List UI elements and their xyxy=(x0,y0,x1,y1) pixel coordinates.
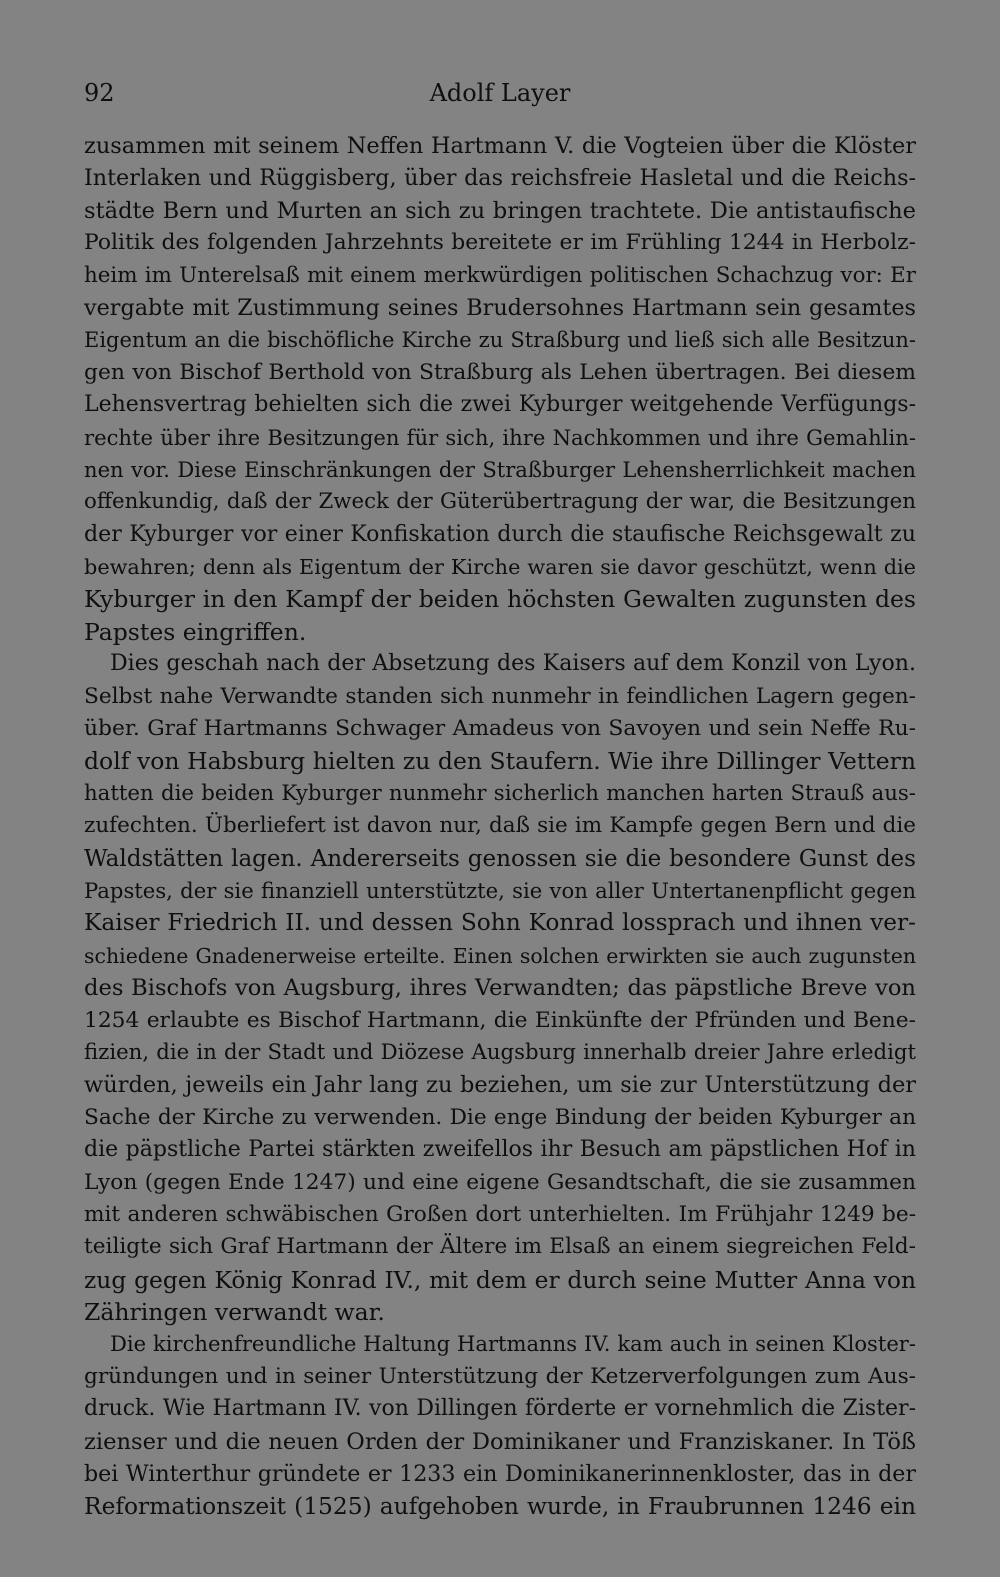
paragraph xyxy=(84,648,916,1328)
text-line: druck. Wie Hartmann IV. von Dillingen förderte er vornehmlich die Zister- xyxy=(84,1396,916,1422)
text-line: nen vor. Diese Einschränkungen der Straßburger Lehensherrlichkeit machen xyxy=(84,456,916,482)
text-line: dolf von Habsburg hielten zu den Staufern. Wie ihre Dillinger Vettern xyxy=(84,747,916,776)
text-line: Kyburger in den Kampf der beiden höchsten Gewalten zugunsten des xyxy=(84,585,916,614)
text-line: gründungen und in seiner Unterstützung der Ketzerverfolgungen zum Aus- xyxy=(84,1363,916,1389)
text-line: Lehensvertrag behielten sich die zwei Kyburger weitgehende Verfügungs- xyxy=(84,392,916,418)
text-line: städte Bern und Murten an sich zu bringen trachtete. Die antistaufische xyxy=(84,197,916,224)
text-line: Interlaken und Rüggisberg, über das reichsfreie Hasletal und die Reichs- xyxy=(84,165,916,192)
text-line: Die kirchenfreundliche Haltung Hartmanns IV. kam auch in seinen Kloster- xyxy=(110,1331,916,1357)
text-line: Papstes, der sie finanziell unterstützte, sie von aller Untertanenpflicht gegen xyxy=(84,877,916,903)
text-line: Dies geschah nach der Absetzung des Kaisers auf dem Konzil von Lyon. xyxy=(110,651,916,677)
text-line: Selbst nahe Verwandte standen sich nunmehr in feindlichen Lagern gegen- xyxy=(84,683,916,709)
text-line: Lyon (gegen Ende 1247) und eine eigene Gesandtschaft, die sie zusammen xyxy=(84,1169,916,1195)
text-line: über. Graf Hartmanns Schwager Amadeus von Savoyen und sein Neffe Ru- xyxy=(84,716,916,742)
text-line: Eigentum an die bischöfliche Kirche zu Straßburg und ließ sich alle Besitzun- xyxy=(84,328,916,353)
running-title: Adolf Layer xyxy=(429,79,571,107)
page-number: 92 xyxy=(84,79,115,107)
paragraph xyxy=(84,1328,916,1522)
text-line: rechte über ihre Besitzungen für sich, ihre Nachkommen und ihre Gemahlin- xyxy=(84,424,916,450)
text-line: teiligte sich Graf Hartmann der Ältere im Elsaß an einem siegreichen Feld- xyxy=(84,1234,916,1260)
text-line: heim im Unterelsaß mit einem merkwürdigen politischen Schachzug vor: Er xyxy=(84,262,916,288)
text-line: Kaiser Friedrich II. und dessen Sohn Konrad lossprach und ihnen ver- xyxy=(84,909,916,937)
text-line: Sache der Kirche zu verwenden. Die enge Bindung der beiden Kyburger an xyxy=(84,1104,916,1130)
text-line: vergabte mit Zustimmung seines Brudersohnes Hartmann sein gesamtes xyxy=(84,294,916,321)
text-line: würden, jeweils ein Jahr lang zu beziehen, um sie zur Unterstützung der xyxy=(84,1072,916,1099)
text-line: hatten die beiden Kyburger nunmehr sicherlich manchen harten Strauß aus- xyxy=(84,780,916,806)
text-line: zufechten. Überliefert ist davon nur, daß sie im Kampfe gegen Bern und die xyxy=(84,813,916,839)
text-line: offenkundig, daß der Zweck der Güterübertragung der war, die Besitzungen xyxy=(84,489,916,515)
text-line: bei Winterthur gründete er 1233 ein Dominikanerinnenkloster, das in der xyxy=(84,1461,916,1488)
text-line: schiedene Gnadenerweise erteilte. Einen solchen erwirkten sie auch zugunsten xyxy=(84,943,916,968)
text-line: Zähringen verwandt war. xyxy=(84,1298,385,1327)
text-line: des Bischofs von Augsburg, ihres Verwandten; das päpstliche Breve von xyxy=(84,975,916,1002)
text-line: Politik des folgenden Jahrzehnts bereitete er im Frühling 1244 in Herbolz- xyxy=(84,230,916,256)
text-line: fizien, die in der Stadt und Diözese Augsburg innerhalb dreier Jahre erledigt xyxy=(84,1039,916,1065)
text-line: 1254 erlaubte es Bischof Hartmann, die Einkünfte der Pfründen und Bene- xyxy=(84,1007,916,1033)
text-line: Waldstätten lagen. Andererseits genossen sie die besondere Gunst des xyxy=(84,845,916,872)
text-line: zienser und die neuen Orden der Dominikaner und Franziskaner. In Töß xyxy=(84,1428,916,1455)
paragraph xyxy=(84,130,916,648)
running-head xyxy=(84,76,916,110)
text-line: gen von Bischof Berthold von Straßburg als Lehen übertragen. Bei diesem xyxy=(84,359,916,385)
text-line: bewahren; denn als Eigentum der Kirche waren sie davor geschützt, wenn die xyxy=(84,555,916,580)
text-line: zug gegen König Konrad IV., mit dem er durch seine Mutter Anna von xyxy=(84,1265,916,1294)
text-line: Reformationszeit (1525) aufgehoben wurde, in Fraubrunnen 1246 ein xyxy=(84,1492,916,1521)
text-line: zusammen mit seinem Neffen Hartmann V. die Vogteien über die Klöster xyxy=(84,133,916,159)
text-line: die päpstliche Partei stärkten zweifellos ihr Besuch am päpstlichen Hof in xyxy=(84,1137,916,1163)
text-line: Papstes eingriffen. xyxy=(84,617,307,646)
text-line: der Kyburger vor einer Konfiskation durch die staufische Reichsgewalt zu xyxy=(84,521,916,547)
text-line: mit anderen schwäbischen Großen dort unterhielten. Im Frühjahr 1249 be- xyxy=(84,1201,916,1227)
body-text xyxy=(84,130,916,1523)
